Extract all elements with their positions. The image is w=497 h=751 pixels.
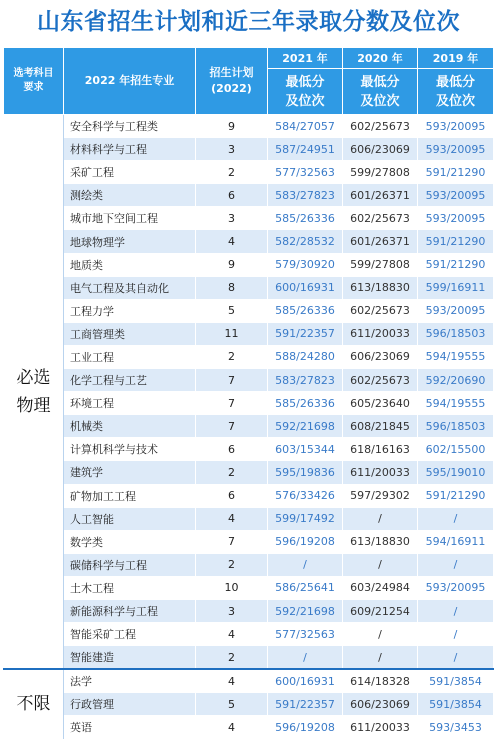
score-2021: 603/15344 (268, 438, 343, 461)
major-name: 工业工程 (64, 345, 196, 368)
major-name: 采矿工程 (64, 161, 196, 184)
table-row (4, 716, 494, 739)
score-2021: 588/24280 (268, 345, 343, 368)
score-2019: 591/21290 (418, 161, 494, 184)
score-2021: 577/32563 (268, 623, 343, 646)
score-2021: 585/26336 (268, 392, 343, 415)
score-2021: 583/27823 (268, 369, 343, 392)
table-row (4, 299, 494, 322)
score-2021: 591/22357 (268, 322, 343, 345)
header-min-2019: 最低分及位次 (418, 69, 494, 115)
plan-count: 3 (196, 599, 268, 622)
table-row (4, 507, 494, 530)
score-2020: 599/27808 (343, 161, 418, 184)
major-name: 新能源科学与工程 (64, 599, 196, 622)
score-2019: 593/20095 (418, 576, 494, 599)
header-subject-requirement: 选考科目要求 (4, 48, 64, 115)
score-2020: 602/25673 (343, 207, 418, 230)
score-2020: 608/21845 (343, 415, 418, 438)
score-2020: 614/18328 (343, 669, 418, 693)
plan-count: 6 (196, 438, 268, 461)
plan-count: 3 (196, 138, 268, 161)
plan-count: 5 (196, 693, 268, 716)
table-header (4, 48, 494, 115)
table-row (4, 253, 494, 276)
table-row (4, 576, 494, 599)
score-2020: 609/21254 (343, 599, 418, 622)
subject-category: 不限 (4, 669, 64, 739)
score-2021: / (268, 553, 343, 576)
score-2019: 591/21290 (418, 484, 494, 507)
plan-count: 3 (196, 207, 268, 230)
major-name: 机械类 (64, 415, 196, 438)
score-2021: 579/30920 (268, 253, 343, 276)
score-2021: 584/27057 (268, 115, 343, 138)
plan-count: 6 (196, 484, 268, 507)
table-row (4, 646, 494, 670)
score-2021: 577/32563 (268, 161, 343, 184)
score-2019: 593/20095 (418, 138, 494, 161)
plan-count: 5 (196, 299, 268, 322)
plan-count: 7 (196, 369, 268, 392)
score-2019: 596/18503 (418, 322, 494, 345)
major-name: 建筑学 (64, 461, 196, 484)
major-name: 环境工程 (64, 392, 196, 415)
score-2021: 582/28532 (268, 230, 343, 253)
score-2020: / (343, 623, 418, 646)
score-2020: 606/23069 (343, 345, 418, 368)
plan-count: 4 (196, 623, 268, 646)
major-name: 矿物加工工程 (64, 484, 196, 507)
subject-category: 必选物理 (4, 115, 64, 670)
header-year-2020: 2020 年 (343, 48, 418, 69)
score-2019: 592/20690 (418, 369, 494, 392)
major-name: 安全科学与工程类 (64, 115, 196, 138)
score-2019: / (418, 507, 494, 530)
score-2021: 600/16931 (268, 276, 343, 299)
plan-count: 4 (196, 230, 268, 253)
table-row (4, 693, 494, 716)
score-2020: 597/29302 (343, 484, 418, 507)
table-row (4, 161, 494, 184)
score-2019: 593/20095 (418, 207, 494, 230)
score-2019: 594/16911 (418, 530, 494, 553)
plan-count: 2 (196, 345, 268, 368)
header-major: 2022 年招生专业 (64, 48, 196, 115)
plan-count: 8 (196, 276, 268, 299)
score-2019: 591/21290 (418, 253, 494, 276)
score-2020: 602/25673 (343, 369, 418, 392)
major-name: 人工智能 (64, 507, 196, 530)
plan-count: 4 (196, 716, 268, 739)
score-2019: 596/18503 (418, 415, 494, 438)
score-2019: 593/20095 (418, 299, 494, 322)
major-name: 工程力学 (64, 299, 196, 322)
header-min-2020: 最低分及位次 (343, 69, 418, 115)
score-2019: 593/20095 (418, 184, 494, 207)
score-2020: 601/26371 (343, 230, 418, 253)
score-2021: / (268, 646, 343, 670)
score-2019: / (418, 623, 494, 646)
admission-table (3, 47, 494, 740)
score-2021: 591/22357 (268, 693, 343, 716)
score-2021: 585/26336 (268, 207, 343, 230)
score-2021: 592/21698 (268, 415, 343, 438)
score-2019: 593/20095 (418, 115, 494, 138)
major-name: 测绘类 (64, 184, 196, 207)
score-2019: 591/3854 (418, 693, 494, 716)
major-name: 地质类 (64, 253, 196, 276)
score-2021: 592/21698 (268, 599, 343, 622)
score-2020: / (343, 646, 418, 670)
table-row (4, 599, 494, 622)
table-row (4, 553, 494, 576)
major-name: 地球物理学 (64, 230, 196, 253)
major-name: 电气工程及其自动化 (64, 276, 196, 299)
score-2019: 602/15500 (418, 438, 494, 461)
page-title: 山东省招生计划和近三年录取分数及位次 (37, 9, 460, 35)
major-name: 行政管理 (64, 693, 196, 716)
score-2020: 603/24984 (343, 576, 418, 599)
score-2020: / (343, 553, 418, 576)
major-name: 计算机科学与技术 (64, 438, 196, 461)
score-2020: 611/20033 (343, 461, 418, 484)
plan-count: 9 (196, 253, 268, 276)
major-name: 化学工程与工艺 (64, 369, 196, 392)
table-row (4, 322, 494, 345)
score-2021: 596/19208 (268, 716, 343, 739)
major-name: 碳储科学与工程 (64, 553, 196, 576)
plan-count: 4 (196, 507, 268, 530)
plan-count: 2 (196, 461, 268, 484)
score-2019: 593/3453 (418, 716, 494, 739)
major-name: 数学类 (64, 530, 196, 553)
table-row (4, 392, 494, 415)
score-2020: 606/23069 (343, 693, 418, 716)
table-row (4, 345, 494, 368)
plan-count: 9 (196, 115, 268, 138)
table-row (4, 623, 494, 646)
score-2019: / (418, 553, 494, 576)
major-name: 智能建造 (64, 646, 196, 670)
score-2019: 595/19010 (418, 461, 494, 484)
score-2019: / (418, 599, 494, 622)
plan-count: 7 (196, 392, 268, 415)
score-2020: 611/20033 (343, 716, 418, 739)
score-2021: 583/27823 (268, 184, 343, 207)
score-2021: 586/25641 (268, 576, 343, 599)
table-row (4, 115, 494, 138)
score-2021: 585/26336 (268, 299, 343, 322)
score-2020: 599/27808 (343, 253, 418, 276)
score-2021: 576/33426 (268, 484, 343, 507)
plan-count: 7 (196, 530, 268, 553)
header-plan: 招生计划(2022) (196, 48, 268, 115)
table-row (4, 669, 494, 693)
score-2019: 594/19555 (418, 392, 494, 415)
major-name: 智能采矿工程 (64, 623, 196, 646)
score-2021: 596/19208 (268, 530, 343, 553)
score-2021: 599/17492 (268, 507, 343, 530)
major-name: 英语 (64, 716, 196, 739)
score-2019: 594/19555 (418, 345, 494, 368)
major-name: 材料科学与工程 (64, 138, 196, 161)
score-2020: 601/26371 (343, 184, 418, 207)
major-name: 城市地下空间工程 (64, 207, 196, 230)
table-body (4, 115, 494, 740)
table-row (4, 369, 494, 392)
table-row (4, 184, 494, 207)
score-2021: 600/16931 (268, 669, 343, 693)
table-row (4, 276, 494, 299)
plan-count: 2 (196, 553, 268, 576)
score-2019: / (418, 646, 494, 670)
score-2019: 591/3854 (418, 669, 494, 693)
plan-count: 6 (196, 184, 268, 207)
plan-count: 10 (196, 576, 268, 599)
plan-count: 4 (196, 669, 268, 693)
score-2021: 587/24951 (268, 138, 343, 161)
score-2020: 602/25673 (343, 299, 418, 322)
score-2021: 595/19836 (268, 461, 343, 484)
table-row (4, 207, 494, 230)
score-2020: / (343, 507, 418, 530)
table-row (4, 438, 494, 461)
header-year-2019: 2019 年 (418, 48, 494, 69)
header-min-2021: 最低分及位次 (268, 69, 343, 115)
table-row (4, 530, 494, 553)
major-name: 土木工程 (64, 576, 196, 599)
plan-count: 7 (196, 415, 268, 438)
table-row (4, 138, 494, 161)
score-2019: 599/16911 (418, 276, 494, 299)
score-2020: 602/25673 (343, 115, 418, 138)
score-2020: 606/23069 (343, 138, 418, 161)
score-2020: 618/16163 (343, 438, 418, 461)
score-2019: 591/21290 (418, 230, 494, 253)
score-2020: 613/18830 (343, 276, 418, 299)
plan-count: 2 (196, 646, 268, 670)
header-year-2021: 2021 年 (268, 48, 343, 69)
table-row (4, 484, 494, 507)
table-row (4, 461, 494, 484)
plan-count: 2 (196, 161, 268, 184)
major-name: 工商管理类 (64, 322, 196, 345)
major-name: 法学 (64, 669, 196, 693)
score-2020: 613/18830 (343, 530, 418, 553)
table-row (4, 230, 494, 253)
score-2020: 605/23640 (343, 392, 418, 415)
score-2020: 611/20033 (343, 322, 418, 345)
plan-count: 11 (196, 322, 268, 345)
table-row (4, 415, 494, 438)
